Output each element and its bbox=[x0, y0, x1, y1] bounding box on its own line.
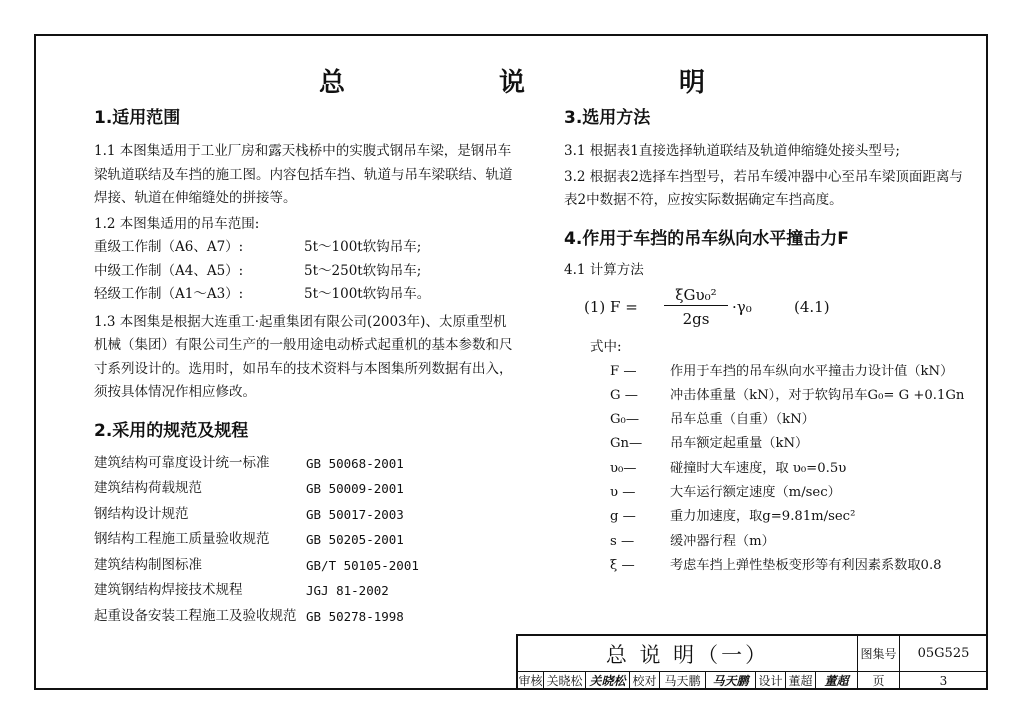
formula-denominator: 2gs bbox=[682, 310, 710, 328]
where-label: 式中: bbox=[590, 339, 622, 355]
checker-name: 马天鹏 bbox=[660, 672, 706, 690]
list-item: G₀— 吊车总重（自重）（kN） bbox=[610, 412, 815, 428]
section3-p1: 3.1 根据表1直接选择轨道联结及轨道伸缩缝处接头型号; bbox=[564, 143, 900, 159]
section4-heading: 4.作用于车挡的吊车纵向水平撞击力F bbox=[564, 228, 849, 249]
list-item: G — 冲击体重量（kN），对于软钩吊车G₀= G +0.1Gn bbox=[610, 387, 965, 403]
list-item: 建筑结构荷载规范 GB 50009-2001 bbox=[94, 480, 404, 496]
list-item: 建筑钢结构焊接技术规程 JGJ 81-2002 bbox=[94, 582, 389, 598]
list-item: 钢结构设计规范 GB 50017-2003 bbox=[94, 505, 404, 522]
formula-lhs: (1) F = bbox=[584, 298, 638, 316]
standards-list bbox=[94, 451, 514, 630]
page-label: 页 bbox=[858, 672, 900, 690]
designer-signature: 董超 bbox=[816, 672, 858, 690]
atlas-number: 05G525 bbox=[900, 636, 988, 672]
section1-p1: 1.1 本图集适用于工业厂房和露天栈桥中的实腹式钢吊车梁，是钢吊车梁轨道联结及车挡的施工图。内容包括车挡、轨道与吊车梁联结、轨道焊接、轨道在伸缩缝处的拼接等。 bbox=[94, 143, 513, 206]
left-column bbox=[94, 106, 514, 629]
section4-sub: 4.1 计算方法 bbox=[564, 261, 644, 278]
page-number: 3 bbox=[900, 672, 988, 690]
list-item: Gn— 吊车额定起重量（kN） bbox=[610, 436, 809, 452]
reviewer-name: 关晓松 bbox=[544, 672, 586, 690]
list-item: F — 作用于车挡的吊车纵向水平撞击力设计值（kN） bbox=[610, 363, 954, 379]
checker-signature: 马天鹏 bbox=[706, 672, 756, 690]
section3-p2: 3.2 根据表2选择车挡型号，若吊车缓冲器中心至吊车梁顶面距离与表2中数据不符，应按实际数据确定车挡高度。 bbox=[564, 168, 963, 208]
variable-list bbox=[564, 360, 974, 579]
list-item: 钢结构工程施工质量验收规范 GB 50205-2001 bbox=[94, 531, 404, 547]
list-item: υ₀— 碰撞时大车速度，取 υ₀=0.5υ bbox=[610, 460, 847, 476]
list-item: 建筑结构可靠度设计统一标准 GB 50068-2001 bbox=[94, 454, 404, 471]
reviewer-signature: 关晓松 bbox=[586, 672, 630, 690]
formula-tail: ·γ₀ bbox=[732, 298, 752, 316]
section1-p2: 1.2 本图集适用的吊车范围: bbox=[94, 215, 260, 232]
list-item: g — 重力加速度，取g=9.81m/sec² bbox=[610, 509, 856, 525]
list-item: 建筑结构制图标准 GB/T 50105-2001 bbox=[94, 556, 419, 573]
section2-heading: 2.采用的规范及规程 bbox=[94, 420, 249, 441]
design-label: 设计 bbox=[756, 672, 786, 690]
crane-range-list bbox=[94, 236, 514, 307]
formula-number: (4.1) bbox=[794, 298, 830, 316]
title-block bbox=[516, 634, 988, 690]
designer-name: 董超 bbox=[786, 672, 816, 690]
list-item: ξ — 考虑车挡上弹性垫板变形等有利因素系数取0.8 bbox=[610, 557, 942, 573]
review-label: 审核 bbox=[518, 674, 543, 688]
list-item: 起重设备安装工程施工及验收规范 GB 50278-1998 bbox=[94, 607, 404, 624]
list-item: υ — 大车运行额定速度（m/sec） bbox=[610, 484, 841, 500]
drawing-name: 总 说 明（一） bbox=[518, 636, 858, 672]
list-item: 轻级工作制（A1～A3）: 5t～100t软钩吊车。 bbox=[94, 286, 431, 302]
right-column bbox=[564, 106, 974, 578]
atlas-label: 图集号 bbox=[858, 636, 900, 672]
section1-p3: 1.3 本图集是根据大连重工·起重集团有限公司(2003年)、太原重型机机械（集团）有限公司生产的一般用途电动桥式起重机的基本参数和尺寸系列设计的。选用时，如吊车的技术资料与本图集所列数据有出入，须按具体情况作相应修改。 bbox=[94, 313, 513, 400]
page-title: 总 说 明 bbox=[318, 68, 769, 98]
list-item: 中级工作制（A4、A5）: 5t～250t软钩吊车; bbox=[94, 262, 422, 279]
check-label: 校对 bbox=[630, 672, 660, 690]
section1-heading: 1.适用范围 bbox=[94, 108, 181, 128]
list-item: s — 缓冲器行程（m） bbox=[610, 533, 775, 549]
impact-formula bbox=[584, 286, 974, 334]
list-item: 重级工作制（A6、A7）: 5t～100t软钩吊车; bbox=[94, 239, 422, 255]
formula-numerator: ξGυ₀² bbox=[664, 286, 728, 306]
section3-heading: 3.选用方法 bbox=[564, 108, 651, 128]
